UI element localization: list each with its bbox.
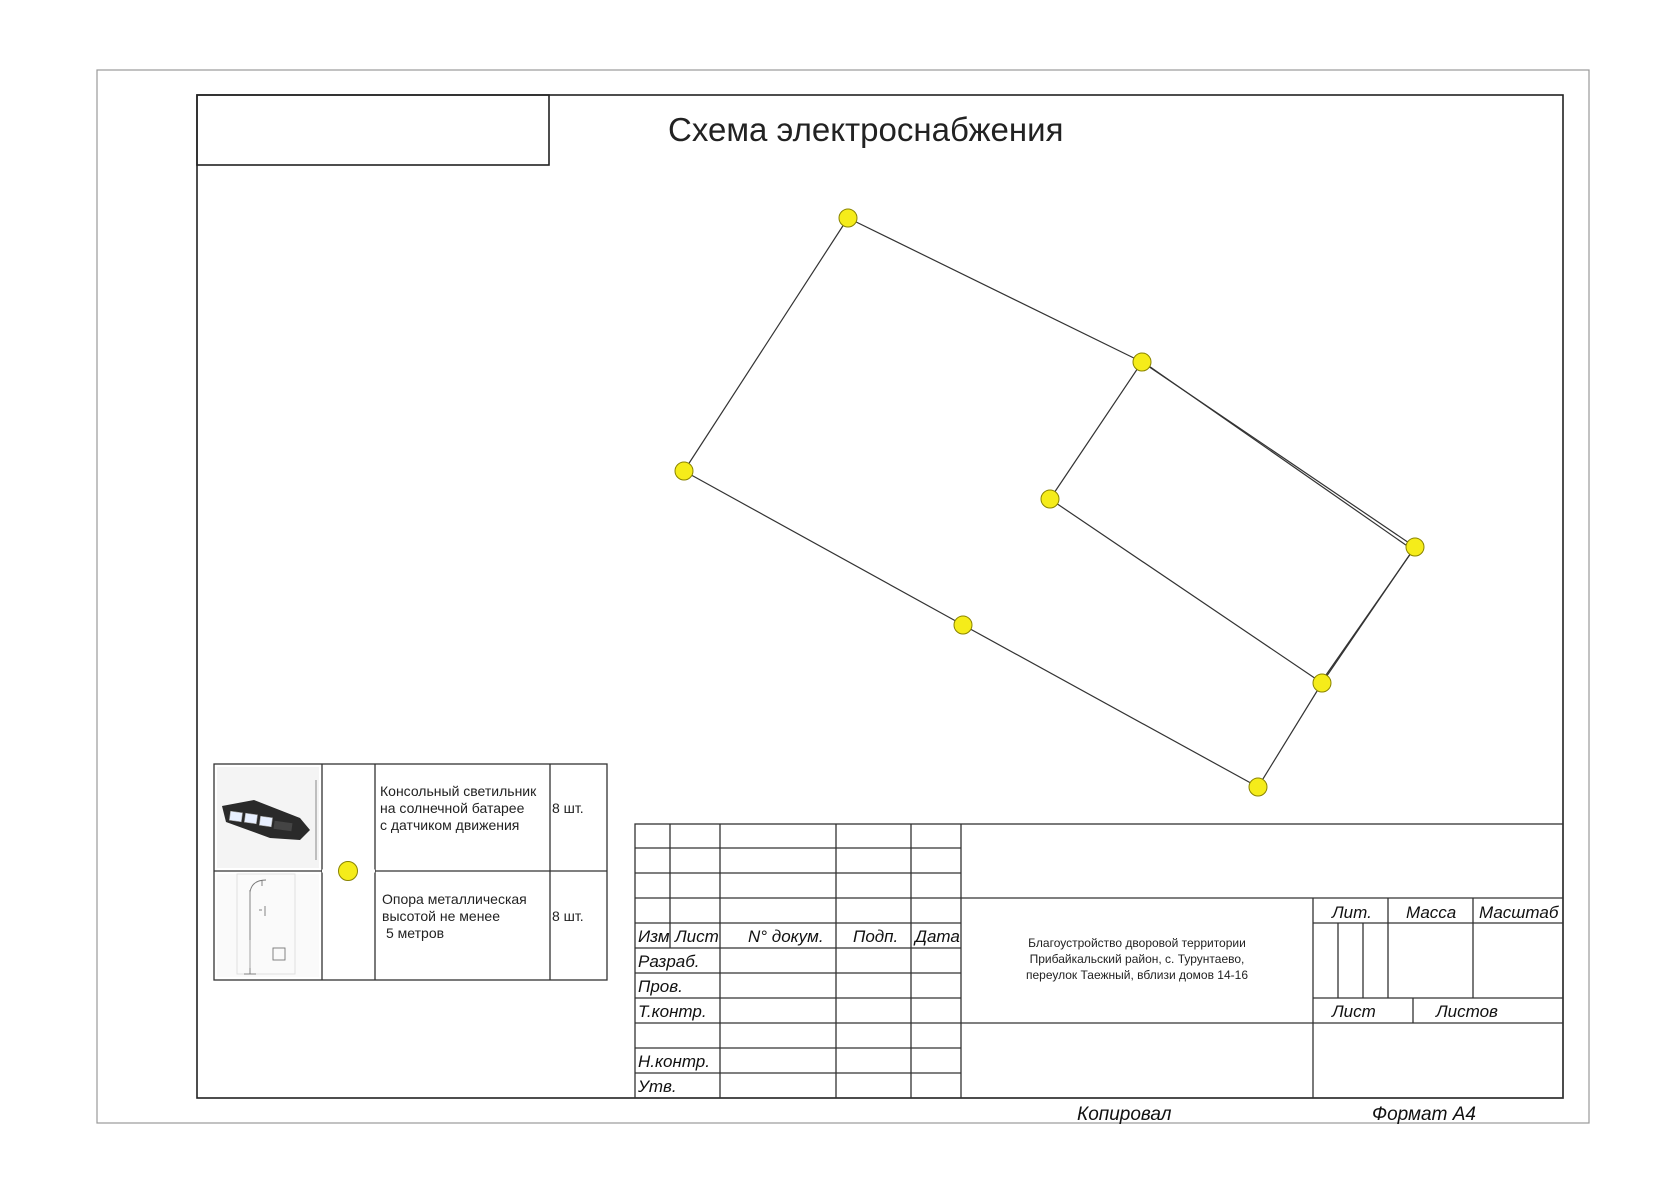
outer-sheet-border	[97, 70, 1589, 1123]
copied-label: Копировал	[1077, 1104, 1172, 1125]
cable-line	[1050, 362, 1142, 499]
legend-item-2-line-3: 5 метров	[386, 925, 445, 941]
title-block	[635, 824, 1563, 1098]
light-marker	[839, 209, 857, 227]
metal-pole-drawing	[217, 874, 319, 977]
sheet-label: Лист	[1332, 1002, 1376, 1021]
cable-line	[963, 625, 1258, 787]
solar-street-light-image	[217, 767, 319, 868]
light-markers	[675, 209, 1424, 796]
role-approved: Утв.	[638, 1077, 677, 1096]
cable-line	[1146, 364, 1413, 550]
project-line-3: переулок Таежный, вблизи домов 14-16	[1026, 968, 1248, 982]
legend-item-2-line-2: высотой не менее	[382, 908, 501, 924]
legend-item-1-line-2: на солнечной батарее	[380, 800, 525, 816]
cable-line	[684, 218, 848, 471]
lit-label: Лит.	[1332, 903, 1372, 922]
legend-table	[214, 764, 607, 980]
cable-line	[1258, 683, 1322, 787]
role-tech-control: Т.контр.	[638, 1002, 707, 1021]
light-marker	[1249, 778, 1267, 796]
header-izm: Изм	[638, 927, 670, 946]
role-norm-control: Н.контр.	[638, 1052, 710, 1071]
legend-item-1-line-1: Консольный светильник	[380, 783, 537, 799]
project-line-1: Благоустройство дворовой территории	[1028, 936, 1246, 950]
top-left-stamp-box	[197, 95, 549, 165]
legend-item-1-quantity: 8 шт.	[552, 800, 584, 816]
light-marker	[954, 616, 972, 634]
light-marker	[675, 462, 693, 480]
sheets-label: Листов	[1436, 1002, 1498, 1021]
light-marker	[1406, 538, 1424, 556]
cable-line	[1326, 553, 1411, 675]
light-marker	[1041, 490, 1059, 508]
legend-light-marker	[339, 862, 358, 881]
mass-label: Масса	[1406, 903, 1457, 922]
cable-line	[1050, 499, 1322, 683]
format-label: Формат А4	[1372, 1104, 1476, 1125]
role-checked: Пров.	[638, 977, 683, 996]
header-date: Дата	[915, 927, 960, 946]
scale-label: Масштаб	[1479, 903, 1559, 922]
drawing-title: Схема электроснабжения	[668, 111, 1064, 148]
header-signature: Подп.	[853, 927, 899, 946]
cable-line	[684, 471, 963, 625]
light-marker	[1313, 674, 1331, 692]
light-marker	[1133, 353, 1151, 371]
cable-line	[848, 218, 1142, 362]
legend-item-2-quantity: 8 шт.	[552, 908, 584, 924]
legend-item-2-line-1: Опора металлическая	[382, 891, 527, 907]
project-line-2: Прибайкальский район, с. Турунтаево,	[1029, 952, 1245, 966]
header-list: Лист	[675, 927, 719, 946]
header-doc-number: N° докум.	[748, 927, 824, 946]
legend-item-1-line-3: с датчиком движения	[380, 817, 520, 833]
role-developer: Разраб.	[638, 952, 700, 971]
